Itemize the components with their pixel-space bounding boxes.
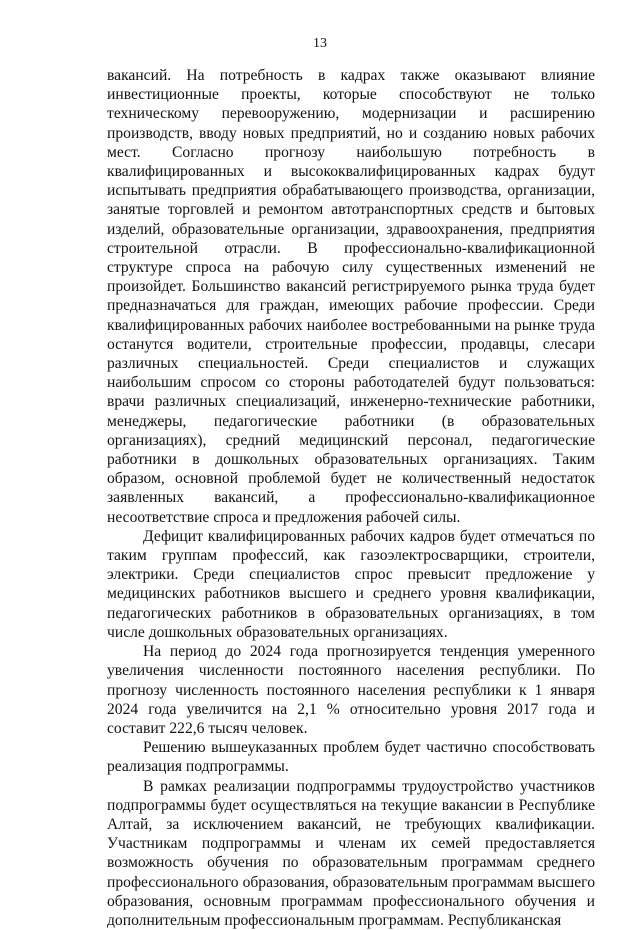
page-number: 13 — [313, 36, 327, 51]
paragraph-subprogram-implementation: В рамках реализации подпрограммы трудоустройство участников подпрограммы будет осуществляться на текущие вакансии в Республике Алтай, за исключением вакансий, не требующих квалификации. Участникам подпрограммы и членам их семей предоставляется возможность обучения по образовательным программам среднего профессионального образования, образовательным программам высшего образования, основным программам профессионального обучения и дополнительным профессиональным программам. Республиканская — [107, 777, 595, 929]
body-text — [107, 66, 595, 930]
paragraph-population-forecast: На период до 2024 года прогнозируется тенденция умеренного увеличения численности постоянного населения республики. По прогнозу численность постоянного населения республики к 1 января 2024 года увеличится на 2,1 % относительно уровня 2017 года и составит 222,6 тысяч человек. — [107, 643, 595, 737]
paragraph-skills-deficit: Дефицит квалифицированных рабочих кадров будет отмечаться по таким группам профессий, как газоэлектросварщики, строители, электрики. Среди специалистов спрос превысит предложение у медицинских работников высшего и среднего уровня квалификации, педагогических работников в образовательных организациях, в том числе дошкольных образовательных организациях. — [107, 527, 595, 641]
paragraph-subprogram-solution: Решению вышеуказанных проблем будет частично способствовать реализация подпрограммы. — [107, 739, 595, 776]
paragraph-continuation: вакансий. На потребность в кадрах также оказывают влияние инвестиционные проекты, которые способствуют не только техническому перевооружению, модернизации и расширению производств, вводу новых предприятий, но и созданию новых рабочих мест. Согласно прогнозу наибольшую потребность в квалифицированных и высококвалифицированных кадрах будут испытывать предприятия обрабатывающего производства, организации, занятые торговлей и ремонтом автотранспортных средств и бытовых изделий, образовательные организации, здравоохранения, предприятия строительной отрасли. В профессионально-квалификационной структуре спроса на рабочую силу существенных изменений не произойдет. Большинство вакансий регистрируемого рынка труда будет предназначаться для граждан, имеющих рабочие профессии. Среди квалифицированных рабочих наиболее востребованными на рынке труда останутся водители, строительные профессии, продавцы, слесари различных специальностей. Среди специалистов и служащих наибольшим спросом со стороны работодателей будут пользоваться: врачи различных специализаций, инженерно-технические работники, менеджеры, педагогические работники (в образовательных организациях), средний медицинский персонал, педагогические работники в дошкольных образовательных организациях. Таким образом, основной проблемой будет не количественный недостаток заявленных вакансий, а профессионально-квалификационное несоответствие спроса и предложения рабочей силы. — [107, 67, 595, 526]
